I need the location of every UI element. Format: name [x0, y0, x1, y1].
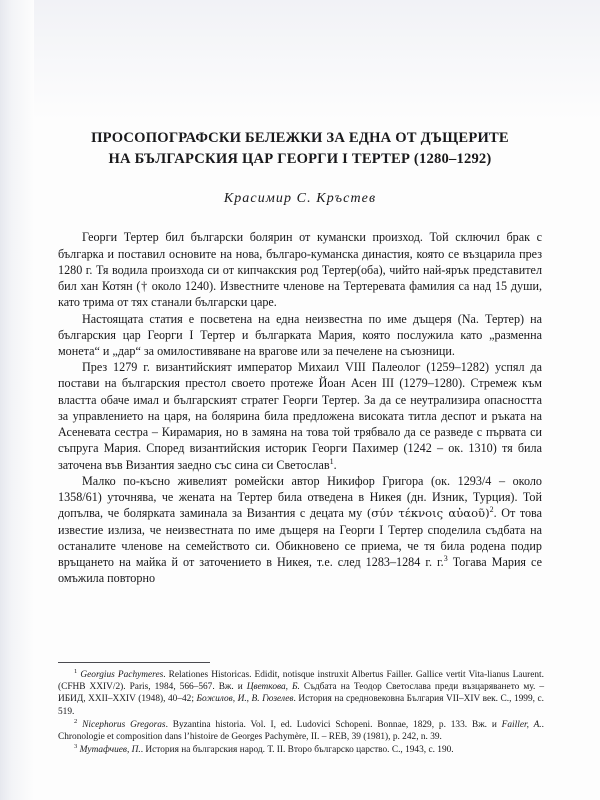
footnote-cited-name: Цветкова, Б.: [246, 682, 300, 693]
footnote-cited-name: Мутафчиев, П.: [79, 745, 141, 756]
author-byline: Красимир С. Кръстев: [223, 191, 377, 207]
article-body: [58, 229, 542, 586]
body-paragraph-3-text: През 1279 г. византийският император Михаил VIII Палеолог (1259–1282) успял да постави на българския престол своето протеже Йоан Асен III (1279–1280). Стремеж към властта обаче имал и българският стратег Георги Тертер. За да се неутрализира опасността за управлението на царя, на болярина била предложена високата титла деспот и ръката на Асеневата сестра – Кирамария, но в замяна на това той трябвало да се разведе с първата си съпруга Мария. Според византийския историк Георги Пахимер (1242 – ок. 1310) тя била заточена във Византия заедно със сина си Светослав: [58, 360, 542, 472]
footnote-text: . Chronologie et composition dans l’histoire de Georges Pachymère, II. – REB, 39 (1981), p. 242, n. 39.: [58, 719, 544, 742]
greek-quote: (σύν τέκνοις αὐαοῦ): [366, 506, 490, 521]
footnotes-section: [58, 662, 544, 756]
footnote-3: [58, 744, 544, 756]
footnote-number: 1: [74, 667, 78, 675]
body-paragraph-1: Георги Тертер бил български болярин от кумански произход. Той сключил брак с българка и поставил основите на нова, българо-куманска династия, която се възцарила през 1280 г. Тя водила произхода си от кипчакския род Тертер(оба), чийто най-ярък представител бил хан Котян († около 1240). Известните членове на Тертеревата фамилия са над 15 души, като трима от тях станали български царе.: [58, 230, 542, 310]
footnote-text: . История на средновековна България VII–XIV век. С., 1999, с. 519.: [58, 694, 544, 717]
footnote-cited-name: Georgius Pachymeres: [80, 670, 164, 680]
footnote-text: . Byzantina historia. Vol. I, ed. Ludovici Schopeni. Bonnae, 1829, p. 133. Вж. и: [165, 719, 502, 730]
page-content: [58, 0, 542, 587]
footnote-text: . История на българския народ. Т. II. Второ българско царство. С., 1943, с. 190.: [140, 745, 454, 756]
footnote-separator-rule: [58, 662, 210, 663]
body-paragraph-3: През 1279 г. византийският император Михаил VIII Палеолог (1259–1282) успял да постави на българския престол своето протеже Йоан Асен III (1279–1280). Стремеж към властта обаче имал и българският стратег Георги Тертер. За да се неутрализира опасността за управлението на царя, на болярина била предложена високата титла деспот и ръката на Асеневата сестра – Кирамария, но в замяна на това той трябвало да се разведе с първата си съпруга Мария. Според византийския историк Георги Пахимер (1242 – ок. 1310) тя била заточена във Византия заедно със сина си Светослав$^1$.: [58, 360, 542, 472]
footnote-number: 3: [74, 743, 78, 751]
footnote-text: Съдбата на Теодор Светослава преди възцаряването му. – ИБИД, XXII–XXIV (1948), 40–42;: [58, 682, 544, 705]
footnote-text: . Relationes Historicas. Edidit, notisque instruxit Albertus Failler. Gallice vertit Vita-lianus Laurent. (CFHB XXIV/2). Paris, 1984, 566–567. Вж. и: [58, 670, 544, 693]
page-title-line-1: ПРОСОПОГРАФСКИ БЕЛЕЖКИ ЗА ЕДНА ОТ ДЪЩЕРИТЕ: [91, 130, 509, 146]
body-paragraph-4-text: Малко по-късно живелият ромейски автор Никифор Григора (ок. 1293/4 – около 1358/61) уточнява, че жената на Тертер била отведена в Никея (дн. Изник, Турция). Той допълва, че болярката заминала за Византия с децата му (σύν τέκνοις αὐαοῦ)$^2$. От това известие излиза, че неизвестната по име дъщеря на Георги I Тертер споделила съдбата на останалите членове на семейството си. Обикновено се приема, че тя била родена подир връщането на майка й от заточението в Никея, т.е. след 1283–1284 г. г.$^3$ Тогава Мария се омъжила повторно: [58, 473, 543, 586]
page-title-line-2: НА БЪЛГАРСКИЯ ЦАР ГЕОРГИ I ТЕРТЕР (1280–1292): [108, 150, 492, 167]
footnote-number: 2: [74, 717, 78, 725]
footnote-ref-2: 2: [489, 505, 494, 515]
footnote-ref-3: 3: [443, 554, 448, 564]
page-title: [58, 128, 542, 169]
footnote-1: [58, 669, 544, 718]
body-paragraph-4: [58, 473, 542, 587]
footnote-cited-name: Failler, A.: [501, 719, 542, 730]
body-paragraph-2: Настоящата статия е посветена на една неизвестна по име дъщеря (Na. Тертер) на българския цар Георги I Тертер и българката Мария, която послужила като „разменна монета“ и „дар“ за омилостивяване на врагове или за печелене на съюзници.: [58, 311, 542, 358]
footnote-cited-name: Божилов, И., В. Гюзелев: [196, 694, 294, 705]
footnote-ref-1: 1: [329, 456, 334, 466]
footnote-cited-name: Nicephorus Gregoras: [82, 719, 166, 730]
footnote-2: [58, 719, 544, 743]
